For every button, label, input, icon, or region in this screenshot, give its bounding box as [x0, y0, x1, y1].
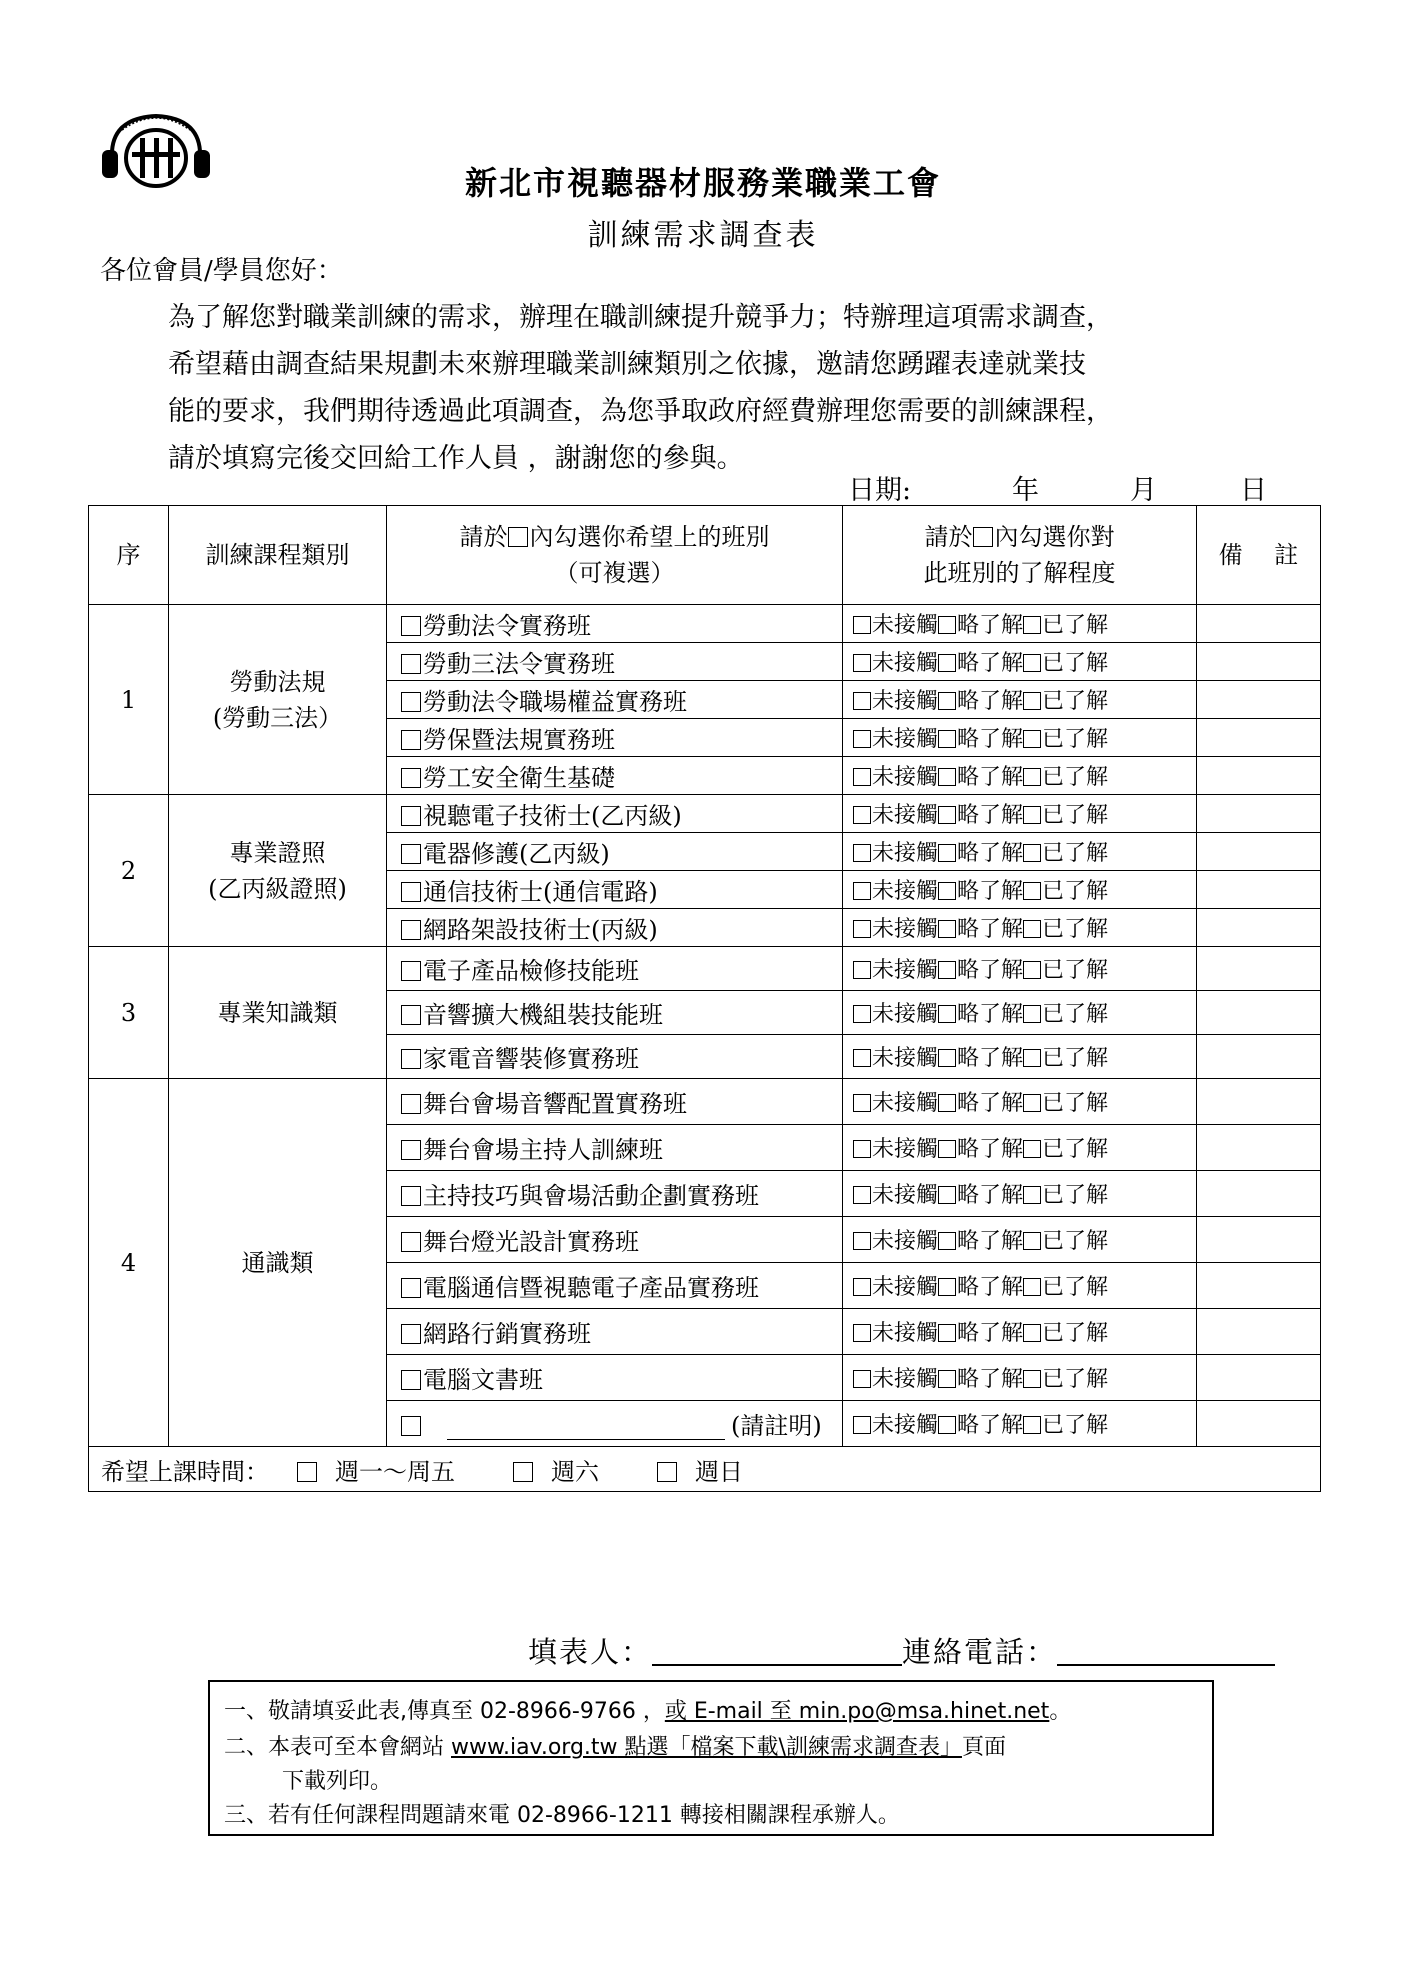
note-cell[interactable] [1197, 947, 1321, 991]
checkbox[interactable] [1023, 961, 1041, 979]
form-subtitle: 訓練需求調查表 [587, 218, 819, 253]
checkbox[interactable] [938, 1005, 956, 1023]
course-name: 主持技巧與會場活動企劃實務班 [423, 1182, 759, 1210]
note-cell[interactable] [1197, 757, 1321, 795]
course-name: 電子產品檢修技能班 [423, 957, 639, 985]
level-cell [843, 1125, 1197, 1171]
checkbox[interactable] [1023, 1324, 1041, 1342]
course-cell [387, 909, 843, 947]
download-link[interactable]: 點選「檔案下載\訓練需求調查表」 [617, 1735, 962, 1760]
level-option-label: 未接觸 [872, 803, 939, 828]
level-option-label: 未接觸 [872, 917, 939, 942]
course-cell [387, 719, 843, 757]
level-option-label: 未接觸 [872, 1321, 939, 1346]
row-seq: 1 [89, 605, 169, 795]
note-cell[interactable] [1197, 1355, 1321, 1401]
checkbox[interactable] [853, 1370, 871, 1388]
header-seq: 序 [89, 506, 169, 605]
filler-label: 填表人： [528, 1635, 653, 1669]
intro-line: 請於填寫完後交回給工作人員 ，謝謝您的參與。 [168, 443, 744, 474]
course-cell [387, 1401, 843, 1447]
level-option-label: 略了解 [957, 765, 1024, 790]
checkbox[interactable] [1023, 920, 1041, 938]
phone-label: 連絡電話： [902, 1635, 1058, 1669]
time-option[interactable] [297, 1458, 455, 1486]
course-cell [387, 795, 843, 833]
note-cell[interactable] [1197, 909, 1321, 947]
header-course-text: 內勾選你希望上的班別 [529, 523, 770, 551]
note-cell[interactable] [1197, 1401, 1321, 1447]
level-option-label: 已了解 [1042, 1091, 1109, 1116]
checkbox[interactable] [938, 654, 956, 672]
checkbox[interactable] [853, 1186, 871, 1204]
row-category [169, 605, 387, 795]
checkbox[interactable] [513, 1462, 533, 1482]
note-cell[interactable] [1197, 719, 1321, 757]
level-option-label: 略了解 [957, 1321, 1024, 1346]
preferred-time-label: 希望上課時間： [101, 1457, 269, 1486]
level-option-label: 已了解 [1042, 1275, 1109, 1300]
header-category: 訓練課程類別 [169, 506, 387, 605]
note-cell[interactable] [1197, 871, 1321, 909]
checkbox[interactable] [938, 1370, 956, 1388]
checkbox[interactable] [853, 730, 871, 748]
checkbox-icon [973, 527, 993, 547]
header-level [843, 506, 1197, 605]
checkbox-icon [508, 527, 528, 547]
checkbox[interactable] [938, 1278, 956, 1296]
intro-line: 希望藉由調查結果規劃未來辦理職業訓練類別之依據，邀請您踴躍表達就業技 [168, 349, 1086, 380]
level-option-label: 未接觸 [872, 1229, 939, 1254]
row-category [169, 947, 387, 1079]
checkbox[interactable] [853, 1049, 871, 1067]
level-option-label: 略了解 [957, 613, 1024, 638]
level-option-label: 未接觸 [872, 1367, 939, 1392]
checkbox[interactable] [938, 1140, 956, 1158]
level-cell [843, 795, 1197, 833]
level-option-label: 已了解 [1042, 803, 1109, 828]
course-row [89, 795, 1321, 833]
note-cell[interactable] [1197, 681, 1321, 719]
checkbox[interactable] [938, 1232, 956, 1250]
level-cell [843, 643, 1197, 681]
checkbox[interactable] [1023, 1186, 1041, 1204]
checkbox[interactable] [401, 1232, 421, 1252]
level-option-label: 已了解 [1042, 1002, 1109, 1027]
course-cell [387, 1355, 843, 1401]
level-option-label: 略了解 [957, 958, 1024, 983]
checkbox[interactable] [1023, 1049, 1041, 1067]
level-option-label: 未接觸 [872, 1413, 939, 1438]
note-cell[interactable] [1197, 991, 1321, 1035]
level-option-label: 未接觸 [872, 613, 939, 638]
course-name: 勞動法令職場權益實務班 [423, 688, 687, 716]
level-option-label: 未接觸 [872, 879, 939, 904]
signature-row [528, 1630, 1275, 1671]
checkbox[interactable] [938, 692, 956, 710]
date-month-label: 月 [1130, 475, 1157, 506]
header-course [387, 506, 843, 605]
course-name: 勞保暨法規實務班 [423, 726, 615, 754]
level-option-label: 略了解 [957, 727, 1024, 752]
checkbox[interactable] [401, 1370, 421, 1390]
category-label: 專業證照 [229, 838, 326, 867]
checkbox[interactable] [401, 1140, 421, 1160]
note-cell[interactable] [1197, 833, 1321, 871]
level-cell [843, 1309, 1197, 1355]
level-option-label: 未接觸 [872, 841, 939, 866]
checkbox[interactable] [401, 961, 421, 981]
checkbox[interactable] [938, 616, 956, 634]
level-cell [843, 1079, 1197, 1125]
header-level-text: 請於 [924, 523, 973, 551]
table-header-row [89, 506, 1321, 605]
level-option-label: 略了解 [957, 803, 1024, 828]
course-cell [387, 643, 843, 681]
checkbox[interactable] [938, 806, 956, 824]
checkbox[interactable] [1023, 616, 1041, 634]
row-category [169, 1079, 387, 1447]
header-course-text: 請於 [459, 523, 508, 551]
date-day-label: 日 [1240, 475, 1267, 506]
course-name: 電腦文書班 [423, 1366, 543, 1394]
level-option-label: 已了解 [1042, 689, 1109, 714]
checkbox[interactable] [401, 920, 421, 940]
level-cell [843, 991, 1197, 1035]
checkbox[interactable] [1023, 654, 1041, 672]
level-option-label: 略了解 [957, 879, 1024, 904]
note-cell[interactable] [1197, 795, 1321, 833]
course-name: 網路行銷實務班 [423, 1320, 591, 1348]
level-option-label: 未接觸 [872, 1183, 939, 1208]
time-option-label: 週日 [695, 1457, 743, 1486]
checkbox[interactable] [938, 768, 956, 786]
filler-name-field[interactable] [652, 1634, 902, 1666]
level-option-label: 未接觸 [872, 727, 939, 752]
level-option-label: 略了解 [957, 651, 1024, 676]
checkbox[interactable] [853, 806, 871, 824]
level-option-label: 已了解 [1042, 651, 1109, 676]
level-option-label: 略了解 [957, 1137, 1024, 1162]
course-name: 電腦通信暨視聽電子產品實務班 [423, 1274, 759, 1302]
row-seq: 2 [89, 795, 169, 947]
checkbox[interactable] [1023, 1005, 1041, 1023]
checkbox[interactable] [1023, 882, 1041, 900]
level-option-label: 未接觸 [872, 651, 939, 676]
course-cell [387, 991, 843, 1035]
course-cell [387, 833, 843, 871]
level-option-label: 已了解 [1042, 1137, 1109, 1162]
level-cell [843, 681, 1197, 719]
course-cell [387, 1217, 843, 1263]
level-cell [843, 1217, 1197, 1263]
checkbox[interactable] [401, 768, 421, 788]
checkbox[interactable] [297, 1462, 317, 1482]
checkbox[interactable] [853, 1324, 871, 1342]
course-cell [387, 871, 843, 909]
checkbox[interactable] [853, 1232, 871, 1250]
preferred-time-cell [89, 1447, 1321, 1492]
checkbox[interactable] [1023, 730, 1041, 748]
preferred-time-row [89, 1447, 1321, 1492]
category-sublabel: (乙丙級證照) [208, 874, 347, 903]
time-option-label: 週六 [551, 1457, 599, 1486]
other-course-field[interactable] [447, 1415, 725, 1440]
checkbox[interactable] [401, 1278, 421, 1298]
level-option-label: 略了解 [957, 1183, 1024, 1208]
checkbox[interactable] [938, 1324, 956, 1342]
course-name: 舞台會場主持人訓練班 [423, 1136, 663, 1164]
level-option-label: 略了解 [957, 1275, 1024, 1300]
checkbox[interactable] [938, 961, 956, 979]
level-option-label: 已了解 [1042, 1413, 1109, 1438]
note-cell[interactable] [1197, 1079, 1321, 1125]
date-year-label: 年 [1012, 475, 1039, 506]
checkbox[interactable] [401, 1324, 421, 1344]
course-cell [387, 1263, 843, 1309]
checkbox[interactable] [401, 844, 421, 864]
note-cell[interactable] [1197, 1309, 1321, 1355]
page-title: 新北市視聽器材服務業職業工會 [464, 164, 941, 202]
checkbox[interactable] [853, 616, 871, 634]
checkbox[interactable] [938, 1049, 956, 1067]
category-label: 通識類 [241, 1248, 314, 1277]
checkbox[interactable] [1023, 1370, 1041, 1388]
checkbox[interactable] [401, 1005, 421, 1025]
level-cell [843, 909, 1197, 947]
level-cell [843, 1171, 1197, 1217]
level-option-label: 已了解 [1042, 1183, 1109, 1208]
note-1-text: 一、敬請填妥此表,傳真至 02-8966-9766 ， [224, 1699, 665, 1724]
level-option-label: 已了解 [1042, 1046, 1109, 1071]
category-label: 專業知識類 [217, 998, 338, 1027]
level-option-label: 已了解 [1042, 765, 1109, 790]
checkbox[interactable] [853, 1094, 871, 1112]
checkbox[interactable] [938, 1186, 956, 1204]
level-option-label: 略了解 [957, 1046, 1024, 1071]
email-link[interactable]: 或 E-mail 至 min.po@msa.hinet.net [664, 1699, 1050, 1724]
course-row [89, 605, 1321, 643]
other-course-hint: (請註明) [731, 1412, 822, 1440]
checkbox[interactable] [853, 768, 871, 786]
checkbox[interactable] [1023, 806, 1041, 824]
level-cell [843, 757, 1197, 795]
level-option-label: 已了解 [1042, 879, 1109, 904]
level-option-label: 略了解 [957, 1091, 1024, 1116]
level-option-label: 未接觸 [872, 689, 939, 714]
checkbox[interactable] [401, 616, 421, 636]
course-cell [387, 681, 843, 719]
course-cell [387, 1125, 843, 1171]
course-row [89, 1079, 1321, 1125]
checkbox[interactable] [853, 961, 871, 979]
level-option-label: 已了解 [1042, 1367, 1109, 1392]
row-seq: 3 [89, 947, 169, 1079]
checkbox[interactable] [1023, 1232, 1041, 1250]
level-cell [843, 1355, 1197, 1401]
course-name: 勞動法令實務班 [423, 612, 591, 640]
course-name: 電器修護(乙丙級) [423, 840, 610, 868]
level-option-label: 未接觸 [872, 1091, 939, 1116]
header-level-text: 內勾選你對 [994, 523, 1115, 551]
course-name: 家電音響裝修實務班 [423, 1045, 639, 1073]
checkbox[interactable] [1023, 1094, 1041, 1112]
course-row [89, 947, 1321, 991]
level-cell [843, 833, 1197, 871]
course-cell [387, 1309, 843, 1355]
time-option[interactable] [657, 1458, 743, 1486]
notes-box [208, 1680, 1214, 1836]
level-cell [843, 871, 1197, 909]
checkbox[interactable] [853, 1416, 871, 1434]
course-cell [387, 1079, 843, 1125]
checkbox[interactable] [938, 882, 956, 900]
row-category [169, 795, 387, 947]
header-note: 備 註 [1197, 506, 1321, 605]
level-option-label: 已了解 [1042, 917, 1109, 942]
checkbox[interactable] [1023, 692, 1041, 710]
level-cell [843, 1263, 1197, 1309]
checkbox[interactable] [853, 844, 871, 862]
note-cell[interactable] [1197, 1171, 1321, 1217]
level-option-label: 略了解 [957, 841, 1024, 866]
header-level-text: 此班別的了解程度 [923, 559, 1116, 587]
checkbox[interactable] [853, 920, 871, 938]
checkbox[interactable] [401, 654, 421, 674]
level-cell [843, 1035, 1197, 1079]
header-course-text: （可複選） [554, 559, 675, 587]
checkbox[interactable] [853, 654, 871, 672]
checkbox[interactable] [938, 1094, 956, 1112]
level-option-label: 已了解 [1042, 958, 1109, 983]
level-option-label: 未接觸 [872, 765, 939, 790]
note-3: 三、若有任何課程問題請來電 02-8966-1211 轉接相關課程承辦人。 [224, 1803, 900, 1828]
course-cell [387, 605, 843, 643]
greeting: 各位會員/學員您好： [100, 256, 343, 286]
time-option-label: 週一～周五 [335, 1457, 455, 1486]
course-name: 勞動三法令實務班 [423, 650, 615, 678]
category-sublabel: (勞動三法） [212, 703, 343, 732]
intro-line: 能的要求，我們期待透過此項調查，為您爭取政府經費辦理您需要的訓練課程， [168, 396, 1113, 427]
note-cell[interactable] [1197, 1125, 1321, 1171]
checkbox[interactable] [853, 692, 871, 710]
level-option-label: 已了解 [1042, 1321, 1109, 1346]
survey-table [88, 505, 1321, 1492]
course-cell [387, 1171, 843, 1217]
note-cell[interactable] [1197, 1035, 1321, 1079]
course-name: 舞台會場音響配置實務班 [423, 1090, 687, 1118]
level-option-label: 略了解 [957, 1367, 1024, 1392]
checkbox[interactable] [657, 1462, 677, 1482]
note-2-line2: 下載列印。 [282, 1769, 393, 1794]
checkbox[interactable] [938, 1416, 956, 1434]
level-option-label: 略了解 [957, 917, 1024, 942]
level-option-label: 已了解 [1042, 727, 1109, 752]
level-option-label: 略了解 [957, 1413, 1024, 1438]
level-option-label: 略了解 [957, 689, 1024, 714]
level-option-label: 未接觸 [872, 958, 939, 983]
checkbox[interactable] [938, 920, 956, 938]
note-2-text: 二、本表可至本會網站 [224, 1735, 451, 1760]
level-cell [843, 947, 1197, 991]
checkbox[interactable] [853, 1005, 871, 1023]
checkbox[interactable] [1023, 1278, 1041, 1296]
checkbox[interactable] [1023, 1140, 1041, 1158]
level-option-label: 未接觸 [872, 1137, 939, 1162]
checkbox[interactable] [401, 1186, 421, 1206]
course-name: 舞台燈光設計實務班 [423, 1228, 639, 1256]
level-option-label: 略了解 [957, 1229, 1024, 1254]
level-option-label: 未接觸 [872, 1275, 939, 1300]
note-cell[interactable] [1197, 643, 1321, 681]
checkbox[interactable] [938, 844, 956, 862]
intro-paragraph [168, 294, 1113, 482]
course-name: 視聽電子技術士(乙丙級) [423, 802, 682, 830]
checkbox[interactable] [853, 1140, 871, 1158]
checkbox[interactable] [401, 692, 421, 712]
checkbox[interactable] [401, 730, 421, 750]
level-cell [843, 1401, 1197, 1447]
level-option-label: 未接觸 [872, 1046, 939, 1071]
phone-field[interactable] [1057, 1634, 1275, 1666]
level-option-label: 已了解 [1042, 613, 1109, 638]
checkbox[interactable] [1023, 768, 1041, 786]
checkbox[interactable] [401, 882, 421, 902]
level-option-label: 已了解 [1042, 1229, 1109, 1254]
course-name: 勞工安全衛生基礎 [423, 764, 615, 792]
category-label: 勞動法規 [229, 667, 326, 696]
course-cell [387, 947, 843, 991]
checkbox[interactable] [401, 1049, 421, 1069]
note-cell[interactable] [1197, 1263, 1321, 1309]
checkbox[interactable] [853, 1278, 871, 1296]
checkbox[interactable] [401, 1094, 421, 1114]
course-name: 通信技術士(通信電路) [423, 878, 658, 906]
checkbox[interactable] [401, 1416, 421, 1436]
level-option-label: 未接觸 [872, 1002, 939, 1027]
row-seq: 4 [89, 1079, 169, 1447]
note-1 [224, 1694, 1071, 1725]
checkbox[interactable] [938, 730, 956, 748]
note-2 [224, 1730, 1006, 1761]
checkbox[interactable] [1023, 844, 1041, 862]
level-option-label: 已了解 [1042, 841, 1109, 866]
checkbox[interactable] [1023, 1416, 1041, 1434]
intro-line: 為了解您對職業訓練的需求，辦理在職訓練提升競爭力；特辦理這項需求調查， [168, 302, 1113, 333]
note-1-suffix: 。 [1049, 1699, 1072, 1724]
time-option[interactable] [513, 1458, 599, 1486]
course-name: 網路架設技術士(丙級) [423, 916, 658, 944]
website-link[interactable]: www.iav.org.tw [451, 1735, 618, 1760]
course-cell [387, 757, 843, 795]
level-cell [843, 719, 1197, 757]
checkbox[interactable] [401, 806, 421, 826]
note-2-suffix: 頁面 [961, 1735, 1006, 1760]
note-cell[interactable] [1197, 1217, 1321, 1263]
level-cell [843, 605, 1197, 643]
note-cell[interactable] [1197, 605, 1321, 643]
course-name: 音響擴大機組裝技能班 [423, 1001, 663, 1029]
checkbox[interactable] [853, 882, 871, 900]
date-label: 日期: [848, 475, 912, 506]
course-cell [387, 1035, 843, 1079]
level-option-label: 略了解 [957, 1002, 1024, 1027]
